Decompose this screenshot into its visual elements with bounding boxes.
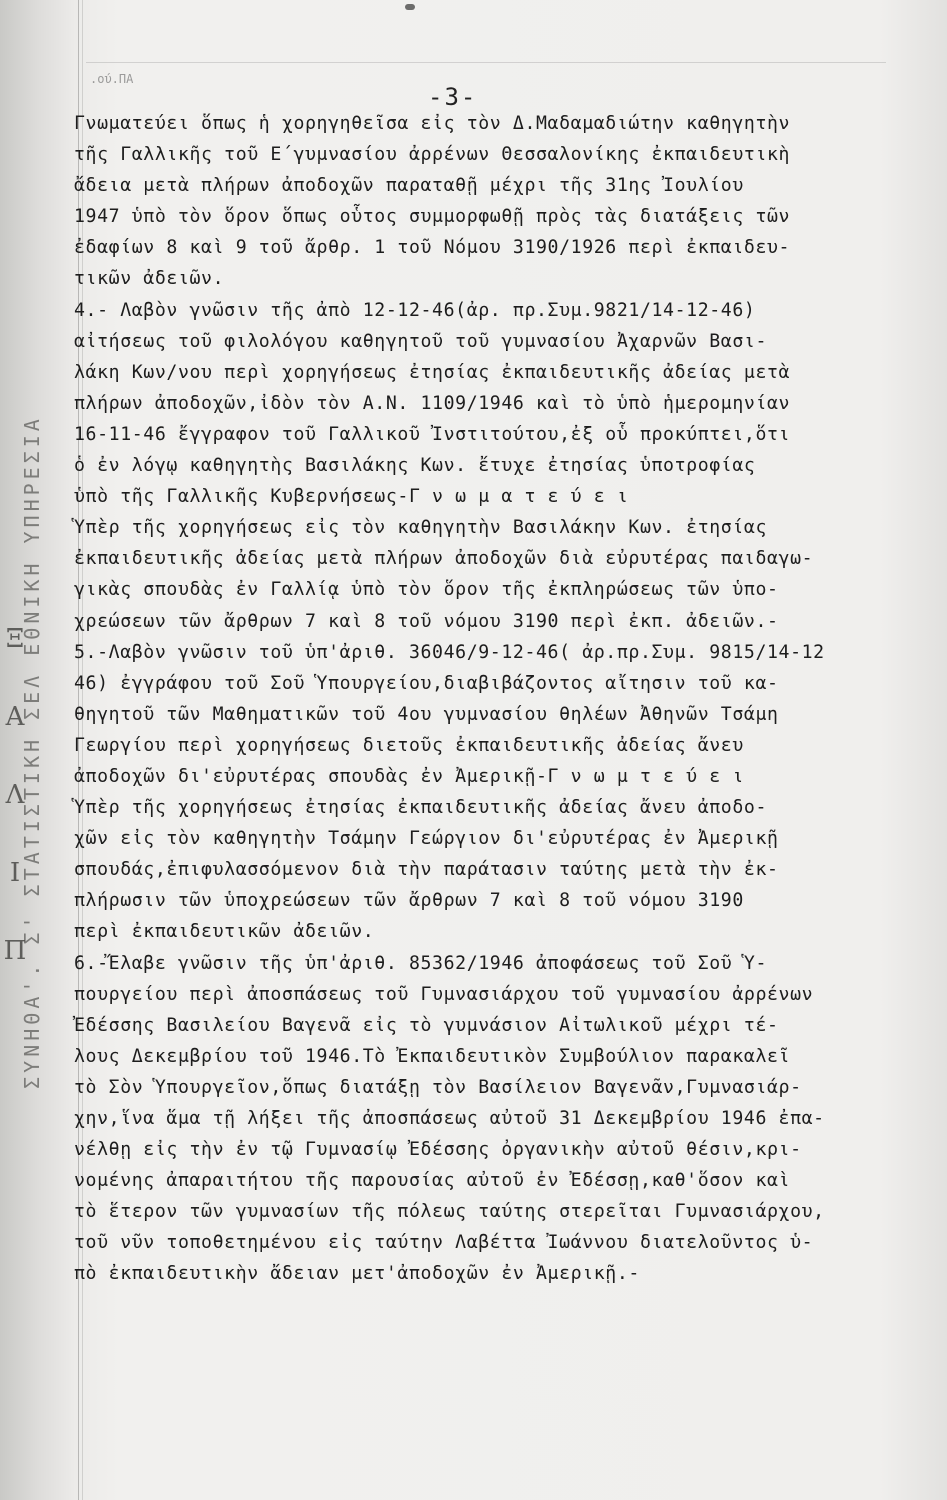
text-line: γικὰς σπουδὰς ἐν Γαλλίᾳ ὑπὸ τὸν ὅρον τῆς ἐκπληρώσεως τῶν ὑπο- xyxy=(74,579,779,601)
text-line: χῶν εἰς τὸν καθηγητὴν Τσάμην Γεώργιον δι'εὐρυτέρας ἐν Ἀμερικῇ xyxy=(74,828,779,850)
text-line: 1947 ὑπὸ τὸν ὅρον ὅπως οὗτος συμμορφωθῇ πρὸς τὰς διατάξεις τῶν xyxy=(74,206,791,228)
paragraph xyxy=(74,295,934,637)
text-line: Ὑπὲρ τῆς χορηγήσεως εἰς τὸν καθηγητὴν Βασιλάκην Κων. ἐτησίας xyxy=(74,517,767,539)
text-line: περὶ ἐκπαιδευτικῶν ἀδειῶν. xyxy=(74,921,375,943)
text-line: νέλθῃ εἰς τὴν ἐν τῷ Γυμνασίῳ Ἐδέσσης ὀργανικὴν αὐτοῦ θέσιν,κρι- xyxy=(74,1139,802,1161)
text-line: τὸ Σὸν Ὑπουργεῖον,ὅπως διατάξῃ τὸν Βασίλειον Βαγενᾶν,Γυμνασιάρ- xyxy=(74,1076,802,1098)
text-line: 6.-Ἔλαβε γνῶσιν τῆς ὑπ'ἀριθ. 85362/1946 ἀποφάσεως τοῦ Σοῦ Ὑ- xyxy=(74,952,767,974)
document-body xyxy=(74,108,934,1290)
paragraph xyxy=(74,948,934,1290)
header-rule xyxy=(86,62,886,63)
side-letter: Ι xyxy=(9,858,21,888)
ink-mark xyxy=(405,4,415,10)
side-letters xyxy=(0,600,30,990)
text-line: πουργείου περὶ ἀποσπάσεως τοῦ Γυμνασιάρχου τοῦ γυμνασίου ἀρρένων xyxy=(74,983,814,1005)
text-line: πλήρων ἀποδοχῶν,ἰδὸν τὸν Α.Ν. 1109/1946 καὶ τὸ ὑπὸ ἡμερομηνίαν xyxy=(74,392,791,414)
side-letter: Α xyxy=(5,702,25,732)
page-number: -3- xyxy=(428,83,478,111)
text-line: τῆς Γαλλικῆς τοῦ Ε΄γυμνασίου ἀρρένων Θεσσαλονίκης ἐκπαιδευτικὴ xyxy=(74,144,791,166)
side-letter: Π xyxy=(3,936,27,966)
text-line: ἀποδοχῶν δι'εὐρυτέρας σπουδὰς ἐν Ἀμερικῇ-Γ ν ω μ τ ε ύ ε ι xyxy=(74,765,744,787)
text-line: Γνωματεύει ὅπως ἡ χορηγηθεῖσα εἰς τὸν Δ.Μαδαμαδιώτην καθηγητὴν xyxy=(74,113,791,134)
text-line: ἐδαφίων 8 καὶ 9 τοῦ ἄρθρ. 1 τοῦ Νόμου 3190/1926 περὶ ἐκπαιδευ- xyxy=(74,237,791,259)
text-line: ἄδεια μετὰ πλήρων ἀποδοχῶν παραταθῇ μέχρι τῆς 31ης Ἰουλίου xyxy=(74,175,744,197)
text-line: 4.- Λαβὸν γνῶσιν τῆς ἀπὸ 12-12-46(ἀρ. πρ.Συμ.9821/14-12-46) xyxy=(74,299,756,321)
paragraph xyxy=(74,637,934,948)
text-line: αἰτήσεως τοῦ φιλολόγου καθηγητοῦ τοῦ γυμνασίου Ἀχαρνῶν Βασι- xyxy=(74,330,767,352)
text-line: ὑπὸ τῆς Γαλλικῆς Κυβερνήσεως-Γ ν ω μ α τ ε ύ ε ι xyxy=(74,486,629,508)
text-line: Ἐδέσσης Βασιλείου Βαγενᾶ εἰς τὸ γυμνάσιον Αἰτωλικοῦ μέχρι τέ- xyxy=(74,1014,779,1036)
text-line: Γεωργίου περὶ χορηγήσεως διετοῦς ἐκπαιδευτικῆς ἀδείας ἄνευ xyxy=(74,734,744,756)
side-stamp-text: ΣΥΝΗΘΑ'. Σ' ΣΤΑΤΙΣΤΙΚΗ ΣΕΛ ΕΘΝΙΚΗ ΥΠΗΡΕΣΙΑ xyxy=(20,415,44,1089)
text-line: χρεώσεων τῶν ἄρθρων 7 καὶ 8 τοῦ νόμου 3190 περὶ ἐκπ. ἀδειῶν.- xyxy=(74,610,779,632)
text-line: λους Δεκεμβρίου τοῦ 1946.Τὸ Ἐκπαιδευτικὸν Συμβούλιον παρακαλεῖ xyxy=(74,1045,791,1067)
text-line: νομένης ἀπαραιτήτου τῆς παρουσίας αὐτοῦ ἐν Ἐδέσσῃ,καθ'ὅσον καὶ xyxy=(74,1170,791,1192)
text-line: 16-11-46 ἔγγραφον τοῦ Γαλλικοῦ Ἰνστιτούτου,ἐξ οὗ προκύπτει,ὅτι xyxy=(74,423,791,445)
side-letter: Λ xyxy=(5,780,25,810)
text-line: τικῶν ἀδειῶν. xyxy=(74,268,225,290)
text-line: Ὑπὲρ τῆς χορηγήσεως ἐτησίας ἐκπαιδευτικῆς ἀδείας ἄνευ ἀποδο- xyxy=(74,797,767,819)
paragraph xyxy=(74,108,934,295)
text-line: 5.-Λαβὸν γνῶσιν τοῦ ὑπ'ἀριθ. 36046/9-12-46( ἀρ.πρ.Συμ. 9815/14-12 xyxy=(74,641,825,663)
text-line: ἐκπαιδευτικῆς ἀδείας μετὰ πλήρων ἀποδοχῶν διὰ εὐρυτέρας παιδαγω- xyxy=(74,548,814,570)
text-line: τοῦ νῦν τοποθετημένου εἰς ταύτην Λαβέττα Ἰωάννου διατελοῦντος ὑ- xyxy=(74,1232,814,1254)
text-line: πλήρωσιν τῶν ὑποχρεώσεων τῶν ἄρθρων 7 καὶ 8 τοῦ νόμου 3190 xyxy=(74,890,744,912)
text-line: πὸ ἐκπαιδευτικὴν ἄδειαν μετ'ἀποδοχῶν ἐν Ἀμερικῇ.- xyxy=(74,1263,640,1285)
text-line: 46) ἐγγράφου τοῦ Σοῦ Ὑπουργείου,διαβιβάζοντος αἴτησιν τοῦ κα- xyxy=(74,672,779,694)
text-line: σπουδάς,ἐπιφυλασσόμενον διὰ τὴν παράτασιν ταύτης μετὰ τὴν ἐκ- xyxy=(74,859,779,881)
header-corner-mark: .ού.ΠΑ xyxy=(90,72,134,86)
text-line: τὸ ἕτερον τῶν γυμνασίων τῆς πόλεως ταύτης στερεῖται Γυμνασιάρχου, xyxy=(74,1201,825,1223)
text-line: θηγητοῦ τῶν Μαθηματικῶν τοῦ 4ου γυμνασίου θηλέων Ἀθηνῶν Τσάμη xyxy=(74,703,779,725)
side-letter: Ξ xyxy=(5,624,25,654)
text-line: ὁ ἐν λόγῳ καθηγητὴς Βασιλάκης Κων. ἔτυχε ἐτησίας ὑποτροφίας xyxy=(74,455,756,477)
text-line: χην,ἵνα ἅμα τῇ λήξει τῆς ἀποσπάσεως αὐτοῦ 31 Δεκεμβρίου 1946 ἐπα- xyxy=(74,1108,825,1129)
text-line: λάκη Κων/νου περὶ χορηγήσεως ἐτησίας ἐκπαιδευτικῆς ἀδείας μετὰ xyxy=(74,361,791,383)
